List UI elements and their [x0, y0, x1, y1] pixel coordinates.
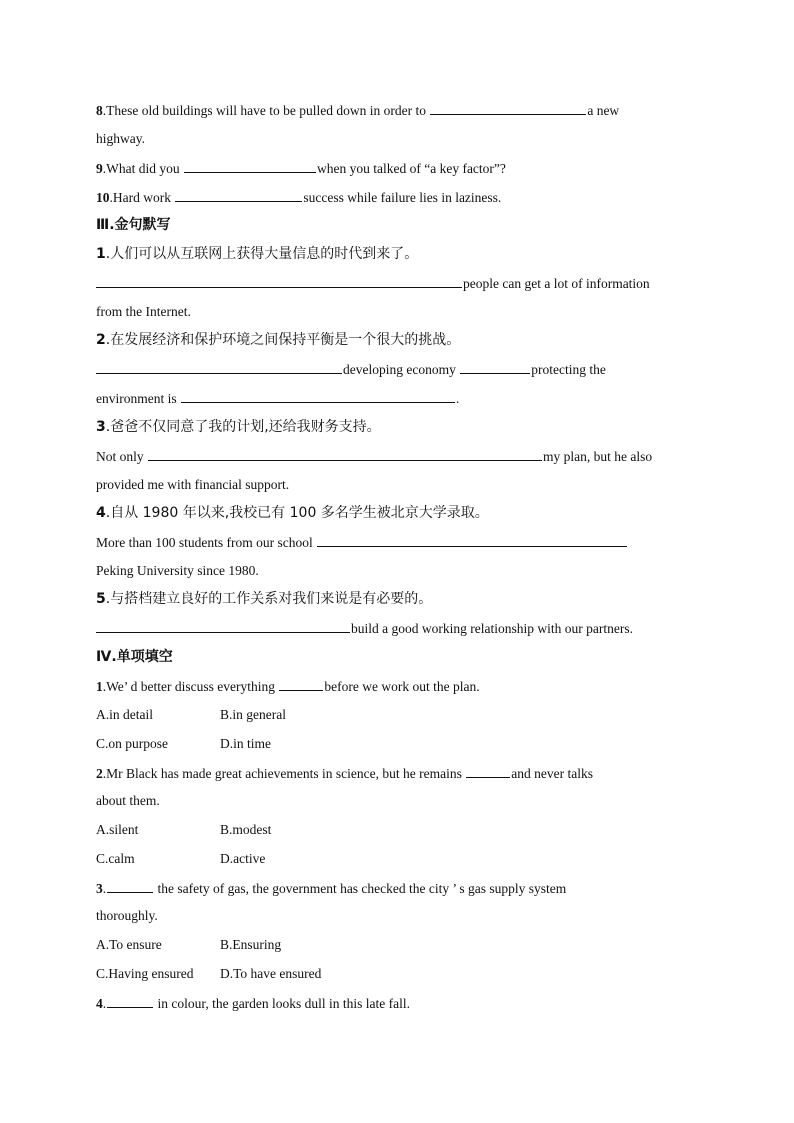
answer-blank[interactable] — [96, 273, 462, 288]
answer-blank[interactable] — [317, 532, 627, 547]
mc-question-2-options-cd — [96, 849, 265, 869]
mc-question-3: 3. the safety of gas, the government has checked the city ’ s gas supply system — [96, 878, 566, 898]
translation-item-4-cont: Peking University since 1980. — [96, 563, 259, 578]
mc-question-3-options-cd — [96, 964, 321, 984]
translation-item-3-cont: provided me with financial support. — [96, 477, 290, 492]
option-b[interactable]: B.in general — [220, 707, 286, 722]
translation-item-4-prompt: 4.自从 1980 年以来,我校已有 100 多名学生被北京大学录取。 — [96, 505, 489, 521]
answer-blank[interactable] — [107, 993, 153, 1008]
translation-item-1-cont: from the Internet. — [96, 304, 191, 319]
translation-item-1-prompt: 1.人们可以从互联网上获得大量信息的时代到来了。 — [96, 246, 419, 262]
translation-item-2-answer: developing economy protecting the — [96, 359, 606, 379]
translation-item-5-answer: build a good working relationship with our partners. — [96, 618, 633, 638]
translation-item-1-answer: people can get a lot of information — [96, 273, 650, 293]
translation-item-2-cont: environment is . — [96, 388, 459, 408]
mc-question-4: 4. in colour, the garden looks dull in this late fall. — [96, 993, 410, 1013]
answer-blank[interactable] — [96, 618, 350, 633]
translation-item-5-prompt: 5.与搭档建立良好的工作关系对我们来说是有必要的。 — [96, 591, 433, 607]
mc-question-3-cont: thoroughly. — [96, 908, 158, 923]
answer-blank[interactable] — [279, 676, 323, 691]
answer-blank[interactable] — [466, 763, 510, 778]
answer-blank[interactable] — [430, 100, 586, 115]
section-3-heading: Ⅲ.金句默写 — [96, 217, 171, 233]
mc-question-1: 1.We’ d better discuss everything before we work out the plan. — [96, 676, 480, 696]
answer-blank[interactable] — [107, 878, 153, 893]
answer-blank[interactable] — [460, 359, 530, 374]
option-d[interactable]: D.in time — [220, 736, 271, 751]
option-c[interactable]: C.on purpose — [96, 736, 168, 751]
mc-question-2-options-ab — [96, 820, 271, 840]
translation-item-2-prompt: 2.在发展经济和保护环境之间保持平衡是一个很大的挑战。 — [96, 332, 461, 348]
option-a[interactable]: A.silent — [96, 822, 139, 837]
answer-blank[interactable] — [175, 187, 302, 202]
fill-item-9: 9.What did you when you talked of “a key factor”? — [96, 158, 506, 178]
mc-question-3-options-ab — [96, 935, 281, 955]
mc-question-1-options-ab — [96, 705, 286, 725]
option-c[interactable]: C.Having ensured — [96, 966, 194, 981]
answer-blank[interactable] — [181, 388, 455, 403]
answer-blank[interactable] — [148, 446, 542, 461]
option-a[interactable]: A.To ensure — [96, 937, 162, 952]
fill-item-10: 10.Hard work success while failure lies in laziness. — [96, 187, 501, 207]
section-4-heading: Ⅳ.单项填空 — [96, 649, 173, 665]
answer-blank[interactable] — [96, 359, 342, 374]
mc-question-1-options-cd — [96, 734, 271, 754]
translation-item-4-answer: More than 100 students from our school — [96, 532, 628, 552]
translation-item-3-prompt: 3.爸爸不仅同意了我的计划,还给我财务支持。 — [96, 419, 381, 435]
option-c[interactable]: C.calm — [96, 851, 135, 866]
mc-question-2: 2.Mr Black has made great achievements in science, but he remains and never talks — [96, 763, 593, 783]
fill-item-8-cont: highway. — [96, 131, 145, 146]
fill-item-8: 8.These old buildings will have to be pulled down in order to a new — [96, 100, 619, 120]
mc-question-2-cont: about them. — [96, 793, 160, 808]
option-d[interactable]: D.To have ensured — [220, 966, 322, 981]
answer-blank[interactable] — [184, 158, 316, 173]
option-b[interactable]: B.modest — [220, 822, 272, 837]
option-b[interactable]: B.Ensuring — [220, 937, 282, 952]
translation-item-3-answer: Not only my plan, but he also — [96, 446, 652, 466]
option-d[interactable]: D.active — [220, 851, 266, 866]
option-a[interactable]: A.in detail — [96, 707, 153, 722]
